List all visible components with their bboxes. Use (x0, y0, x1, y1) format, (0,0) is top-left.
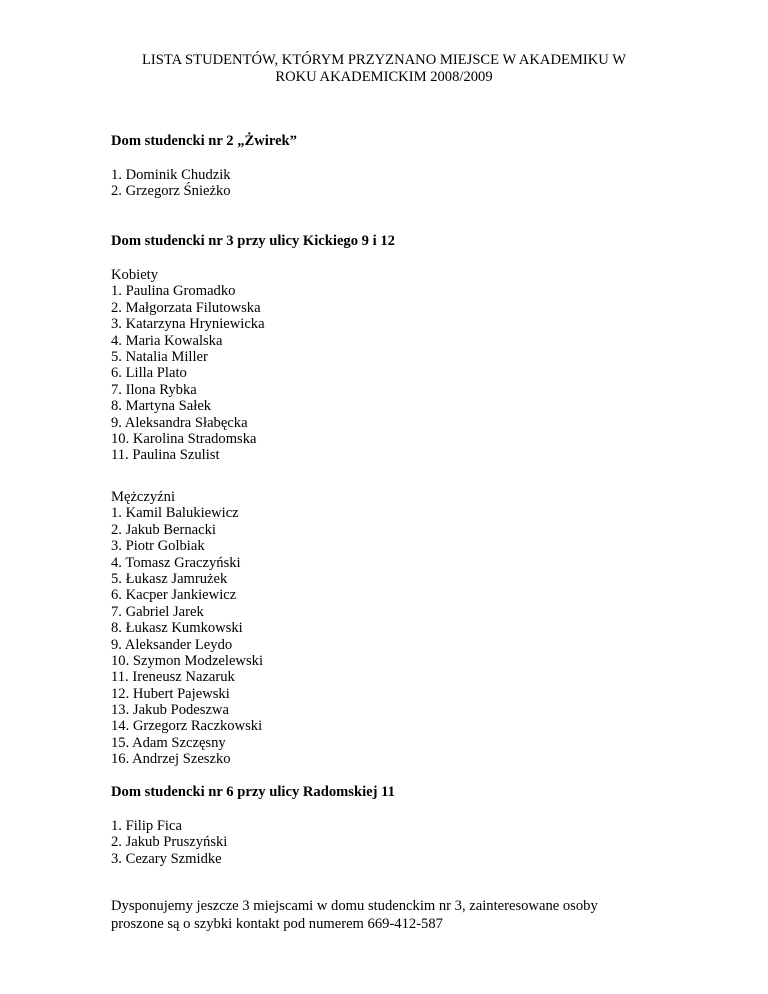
list-item: 9. Aleksander Leydo (111, 636, 233, 653)
list-item: 14. Grzegorz Raczkowski (111, 718, 263, 735)
dorm-3-men-list (111, 505, 263, 767)
list-item: 2. Jakub Bernacki (111, 521, 216, 538)
list-item: 8. Łukasz Kumkowski (111, 620, 243, 637)
list-item: 11. Ireneusz Nazaruk (111, 669, 235, 686)
list-item: 3. Piotr Golbiak (111, 538, 205, 555)
list-item: 3. Katarzyna Hryniewicka (111, 316, 265, 333)
list-item: 1. Filip Fica (111, 818, 182, 834)
dorm-6-heading: Dom studencki nr 6 przy ulicy Radomskiej 11 (111, 784, 395, 800)
list-item: 10. Szymon Modzelewski (111, 652, 264, 669)
title-line-1: LISTA STUDENTÓW, KTÓRYM PRZYZNANO MIEJSCE W AKADEMIKU W (142, 52, 626, 68)
list-item: 6. Kacper Jankiewicz (111, 587, 237, 604)
list-item: 13. Jakub Podeszwa (111, 702, 229, 719)
list-item: 2. Małgorzata Filutowska (111, 299, 261, 316)
list-item: 15. Adam Szczęsny (111, 734, 226, 751)
list-item: 16. Andrzej Szeszko (111, 751, 231, 768)
footer-line-2: proszone są o szybki kontakt pod numerem 669-412-587 (111, 915, 443, 932)
men-label: Mężczyźni (111, 489, 176, 505)
document-title (100, 52, 668, 86)
title-line-2: ROKU AKADEMICKIM 2008/2009 (275, 69, 493, 85)
list-item: 1. Dominik Chudzik (111, 167, 231, 183)
list-item: 1. Paulina Gromadko (111, 283, 236, 300)
footer-note (111, 898, 671, 933)
list-item: 4. Maria Kowalska (111, 332, 223, 349)
list-item: 2. Jakub Pruszyński (111, 834, 228, 851)
list-item: 11. Paulina Szulist (111, 447, 220, 464)
footer-line-1: Dysponujemy jeszcze 3 miejscami w domu studenckim nr 3, zainteresowane osoby (111, 898, 598, 914)
list-item: 4. Tomasz Graczyński (111, 554, 241, 571)
dorm-2-heading: Dom studencki nr 2 „Żwirek” (111, 133, 297, 149)
list-item: 5. Łukasz Jamrużek (111, 570, 228, 587)
list-item: 6. Lilla Plato (111, 365, 187, 382)
list-item: 7. Ilona Rybka (111, 381, 197, 398)
list-item: 5. Natalia Miller (111, 348, 208, 365)
list-item: 12. Hubert Pajewski (111, 685, 230, 702)
dorm-3-heading: Dom studencki nr 3 przy ulicy Kickiego 9 i 12 (111, 233, 395, 249)
list-item: 2. Grzegorz Śnieżko (111, 183, 231, 200)
list-item: 9. Aleksandra Słabęcka (111, 414, 248, 431)
list-item: 1. Kamil Balukiewicz (111, 505, 239, 522)
list-item: 8. Martyna Sałek (111, 398, 212, 415)
women-label: Kobiety (111, 267, 159, 283)
dorm-2-list (111, 167, 231, 200)
dorm-6-list (111, 818, 227, 867)
list-item: 3. Cezary Szmidke (111, 850, 222, 867)
dorm-3-women-list (111, 283, 265, 463)
list-item: 7. Gabriel Jarek (111, 603, 204, 620)
list-item: 10. Karolina Stradomska (111, 430, 257, 447)
